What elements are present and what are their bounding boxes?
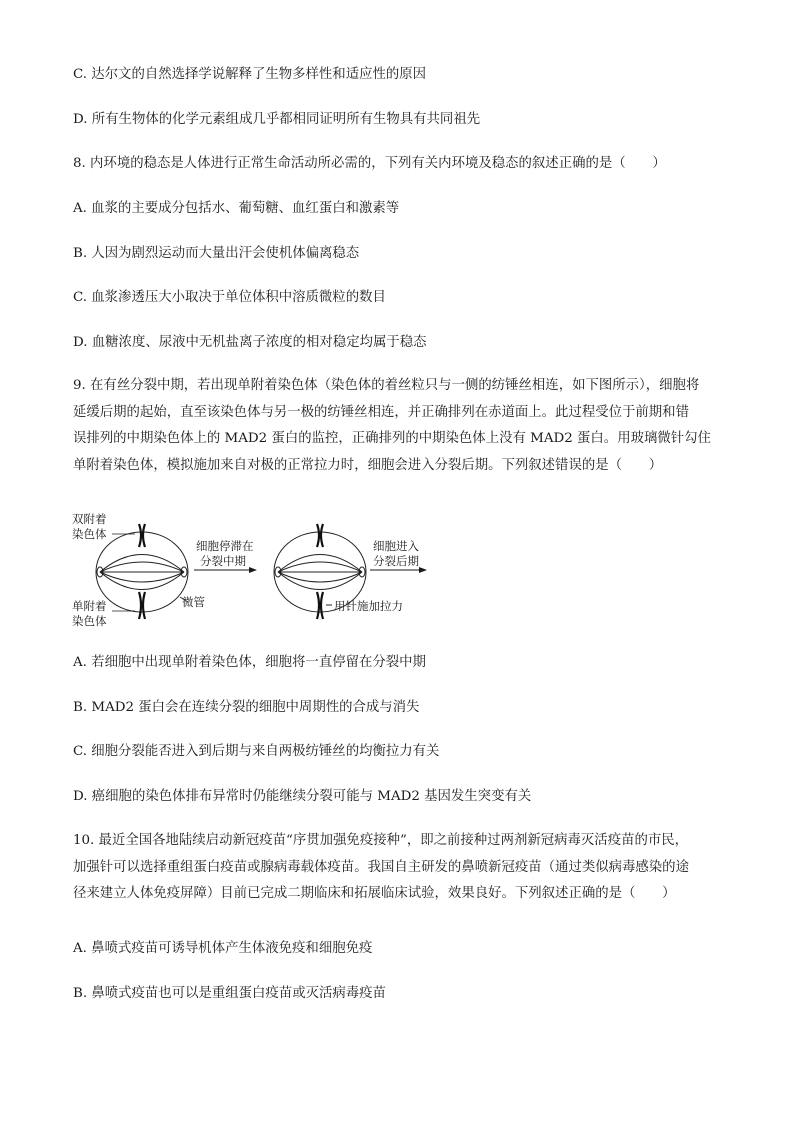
q10-option-a: A. 鼻喷式疫苗可诱导机体产生体液免疫和细胞免疫: [73, 941, 373, 956]
arrow2-top-label: 细胞进入: [373, 539, 419, 553]
q10-stem-line: 径来建立人体免疫屏障）目前已完成二期临床和拓展临床试验，效果良好。下列叙述正确的是（ ）: [73, 886, 676, 901]
chromosome-right-top: [317, 524, 323, 547]
q8-option-a: A. 血浆的主要成分包括水、葡萄糖、血红蛋白和激素等: [73, 201, 400, 216]
arrow1-top-label: 细胞停滞在: [196, 539, 254, 553]
arrow1-bottom-label: 分裂中期: [200, 554, 246, 568]
single-attached-chromosome: [139, 592, 145, 619]
q10-stem: [73, 828, 723, 908]
q9-option-b: B. MAD2 蛋白会在连续分裂的细胞中周期性的合成与消失: [73, 700, 420, 715]
chromosome-right-bottom: [317, 592, 323, 619]
label-microtubule: 微管: [182, 595, 205, 609]
arrow2-bottom-label: 分裂后期: [373, 554, 419, 568]
q9-option-a: A. 若细胞中出现单附着染色体，细胞将一直停留在分裂中期: [73, 655, 426, 670]
q9-option-c: C. 细胞分裂能否进入到后期与来自两极纺锤丝的均衡拉力有关: [73, 744, 440, 759]
label-needle: 用针施加拉力: [334, 599, 403, 613]
q9-stem-line: 单附着染色体，模拟施加来自对极的正常拉力时，细胞会进入分裂后期。下列叙述错误的是（ ）: [73, 457, 663, 473]
q9-option-d: D. 癌细胞的染色体排布异常时仍能继续分裂可能与 MAD2 基因发生突变有关: [73, 789, 532, 804]
label-double-1: 双附着: [72, 512, 107, 526]
double-attached-chromosome: [139, 524, 145, 547]
q10-option-b: B. 鼻喷式疫苗也可以是重组蛋白疫苗或灭活病毒疫苗: [73, 986, 386, 1001]
label-single-1: 单附着: [72, 599, 107, 613]
q9-stem: [73, 373, 723, 479]
q8-option-c: C. 血浆渗透压大小取决于单位体积中溶质微粒的数目: [73, 290, 386, 305]
label-single-2: 染色体: [72, 614, 107, 628]
q9-stem-line: 9. 在有丝分裂中期，若出现单附着染色体（染色体的着丝粒只与一侧的纺锤丝相连，如下图所示），细胞将: [73, 378, 700, 393]
q10-stem-line: 10. 最近全国各地陆续启动新冠疫苗“序贯加强免疫接种”，即之前接种过两剂新冠病毒灭活疫苗的市民，: [73, 833, 689, 848]
q8-option-d: D. 血糖浓度、尿液中无机盐离子浓度的相对稳定均属于稳态: [73, 335, 427, 350]
q8-stem: 8. 内环境的稳态是人体进行正常生命活动所必需的，下列有关内环境及稳态的叙述正确的是（ ）: [73, 156, 666, 171]
q7-option-d: D. 所有生物体的化学元素组成几乎都相同证明所有生物具有共同祖先: [73, 112, 481, 127]
q7-option-c: C. 达尔文的自然选择学说解释了生物多样性和适应性的原因: [73, 67, 427, 82]
mitosis-diagram: [70, 507, 450, 637]
q8-option-b: B. 人因为剧烈运动而大量出汗会使机体偏离稳态: [73, 246, 360, 261]
q9-stem-line: 误排列的中期染色体上的 MAD2 蛋白的监控，正确排列的中期染色体上没有 MAD2 蛋白。用玻璃微针勾住: [73, 431, 711, 446]
q9-stem-line: 延缓后期的起始，直至该染色体与另一极的纺锤丝相连，并正确排列在赤道面上。此过程受位于前期和错: [73, 404, 689, 420]
q10-stem-line: 加强针可以选择重组蛋白疫苗或腺病毒载体疫苗。我国自主研发的鼻喷新冠疫苗（通过类似病毒感染的途: [73, 859, 689, 875]
spindle-left: [96, 532, 188, 612]
label-double-2: 染色体: [72, 527, 107, 541]
